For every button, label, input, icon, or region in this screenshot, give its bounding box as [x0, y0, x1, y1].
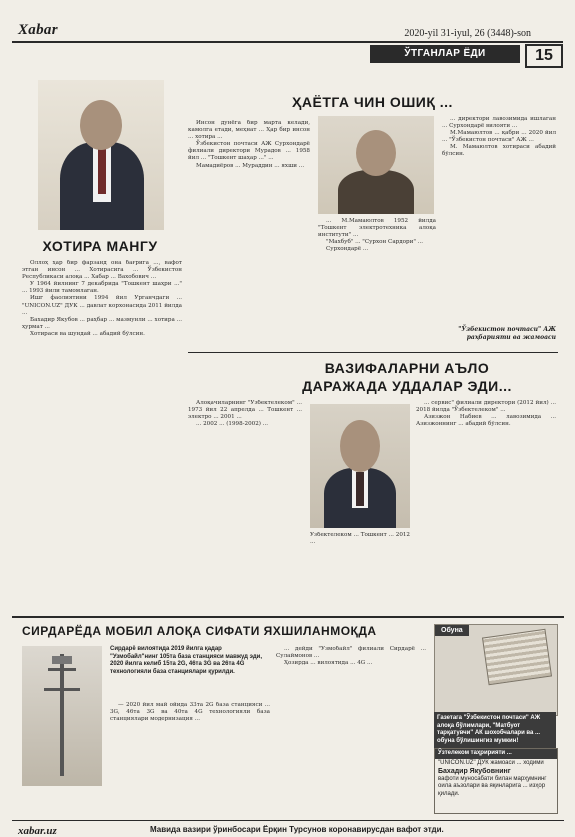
notice-name: Бахадир Якубовнинг — [438, 768, 511, 775]
article-2-paragraph: М. Мамаюлтов хотираси абадий бўлсин. — [442, 144, 556, 158]
article-2-paragraph: Сурхондарё ... — [326, 246, 369, 253]
headline-article-3-line-1: ВАЗИФАЛАРНИ АЪЛО — [324, 360, 490, 376]
article-2-signature: "Ўзбекистон почтаси" АЖ раҳбарияти ва жамоаси — [458, 326, 556, 341]
article-3-paragraph: Алоқачиларнинг "Ўзбектелеком" ... 1973 йил 22 апрелда ... Тошкент ... электро ... 2001 ... — [188, 400, 302, 421]
newspaper-stack-icon — [482, 629, 552, 685]
article-1-paragraph: Хотираси ва шундай ... абадий бўлсин. — [30, 330, 145, 337]
feature-paragraph: Ҳозирда ... вилоятида ... 4G ... — [284, 660, 373, 667]
headline-article-3-line-2: ДАРАЖАДА УДДАЛАР ЭДИ... — [302, 378, 512, 394]
feature-column-1 — [110, 702, 270, 802]
article-1-paragraph: Мамадиёров ... Мураддин ... яхши ... — [196, 162, 305, 169]
divider — [188, 352, 558, 353]
article-3-column-3 — [416, 400, 556, 606]
footer-logo: xabar.uz — [18, 825, 57, 837]
notice-title: Ўзтелеком таҳририяти ... — [435, 749, 557, 759]
feature-lead: Сирдарё вилоятида 2019 йилга қадар "Узмобайл"нинг 105та база станцияси мавжуд эди, 2020 йилга келиб 15та 2G, 46та 3G ва 26та 4G технологияли база станциялари қурилди. — [110, 646, 263, 675]
portrait-photo-2 — [318, 116, 434, 214]
notice-body: "UNICON.UZ" ДУК жамоаси ... ходими — [438, 759, 544, 766]
article-2-column-2 — [442, 116, 556, 318]
article-1-paragraph: У 1964 йилнинг 7 декабрида "Тошкент шаҳри ..." ... 1993 йили тамомлаган. — [22, 281, 182, 295]
article-3-column-1 — [188, 400, 302, 606]
article-2-paragraph: "Махбуб" ... "Сурхон Сардори" ... — [326, 239, 424, 246]
article-3-paragraph: ... 2002 ... (1998-2002) ... — [196, 421, 269, 428]
article-2-paragraph: М.Мамаюлтов ... қабри ... 2020 йил ... "Ўзбекистон почтаси" АЖ ... — [442, 130, 556, 144]
article-1-column-2 — [188, 120, 310, 352]
promo-headline: Газетага "Ўзбекистон почтаси" АЖ алоқа бўлимлари, "Матбуот тарқатувчи" АК шохобчалари ва ... обуна бўлишингиз мумкин! — [434, 712, 556, 748]
article-1-column-1 — [22, 260, 182, 608]
footer-rule — [12, 820, 564, 821]
article-1-paragraph: Ўзбекистон почтаси АЖ Сурхондарё филиали директори Мурадов ... 1958 йил ... "Тошкент шаҳар ..." ... — [188, 141, 310, 162]
page-number: 15 — [525, 44, 563, 68]
article-1-paragraph: Бахадир Якубов ... раҳбар ... мазмунли ... хотира ... ҳурмат ... — [22, 316, 182, 330]
article-2-paragraph: ... М.Мамаюлтов 1952 йилда "Тошкент электротехника алоқа институти" ... — [318, 218, 436, 239]
section-label: ЎТГАНЛАР ЁДИ — [370, 45, 520, 63]
article-2-paragraph: ... директори лавозимида ишлаган ... Сурхондарё вилояти ... — [442, 116, 556, 130]
condolence-notice — [434, 748, 558, 814]
article-1-paragraph: Ишг фаолиятини 1994 йил Урганчдаги ... "UNICON.UZ" ДУК ... давлат корхонасида 2011 йилда ... — [22, 295, 182, 316]
article-1-paragraph: Оллоҳ ҳар бир фарзанд она бағрига ..., вафот этган инсон ... Хотирасига ... Ўзбекистон Республикаси алоқа ... Хабар ... Вахобович ... — [22, 260, 182, 281]
feature-column-2 — [276, 646, 426, 806]
feature-paragraph: ... дейди "Узмобайл" филиали Сирдарё ... Сулаймонов ... — [276, 646, 426, 660]
article-3-paragraph: Азизжон Набиев ... лавозимида ... Азизжоннинг ... абадий бўлсин. — [416, 414, 556, 428]
headline-article-1: ХОТИРА МАНГУ — [42, 238, 158, 254]
issue-date: 2020-yil 31-iyul, 26 (3448)-son — [404, 28, 531, 39]
masthead-rule — [12, 41, 563, 43]
footer-headline: Мавида вазири ўринбосари Ёрқин Турсунов коронавирусдан вафот этди. — [150, 825, 444, 834]
subscription-promo — [434, 624, 558, 716]
divider — [12, 616, 564, 618]
headline-feature: СИРДАРЁДА МОБИЛ АЛОҚА СИФАТИ ЯХШИЛАНМОҚДА — [22, 624, 377, 638]
article-2-column-1 — [318, 218, 436, 344]
feature-paragraph: — 2020 йил май ойида 33та 2G база станцияси ... 3G, 46та 3G ва 40та 4G технологияли база станциялари модернизация ... — [110, 702, 270, 723]
portrait-photo-3 — [310, 404, 410, 528]
promo-tag: Обуна — [435, 625, 469, 636]
tower-photo — [22, 646, 102, 786]
article-3-paragraph: ... сервис" филиали директори (2012 йил) ... 2018 йилда "Ўзбектелеком" ... — [416, 400, 556, 414]
portrait-photo-1 — [38, 80, 164, 230]
notice-tail: вафоти муносабати билан марҳумнинг оила аъзолари ва яқинларига ... изҳор қилади. — [438, 775, 547, 797]
headline-article-2: ҲАЁТГА ЧИН ОШИҚ ... — [292, 94, 453, 110]
masthead-logo: Xabar — [18, 22, 58, 38]
article-1-paragraph: Инсон дунёга бир марта келади, камолга етади, меҳнат ... Ҳар бир инсон ... хотира ... — [188, 120, 310, 141]
article-3-caption: Ўзбектелеком ... Тошкент ... 2012 ... — [310, 532, 410, 546]
